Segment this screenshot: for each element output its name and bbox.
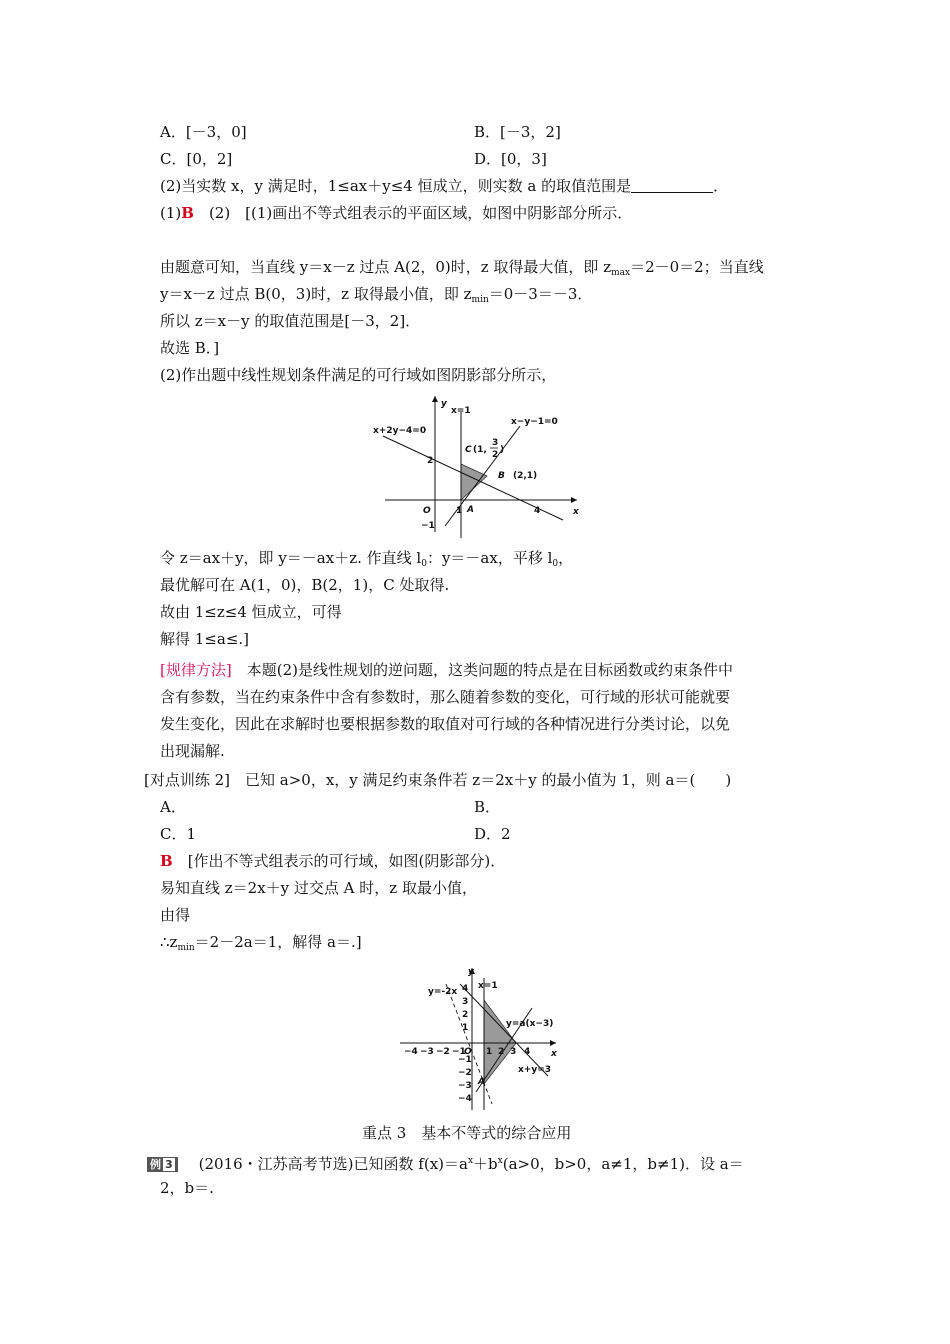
feasible-region-figure-2 bbox=[398, 964, 560, 1114]
solution-line-3: 所以 z＝x－y 的取值范围是[－3，2]． bbox=[160, 312, 421, 330]
solution2-line-3: 故由 1≤z≤4 恒成立，可得 bbox=[160, 603, 342, 621]
fig1-c-den: 2 bbox=[492, 450, 499, 460]
fig1-c-close: ) bbox=[500, 445, 505, 455]
fig1-x-arrow bbox=[571, 497, 577, 503]
fig2-shaded-region bbox=[484, 1000, 516, 1084]
fig1-a-label: A bbox=[467, 505, 474, 515]
example-badge: 例 3 bbox=[147, 1157, 178, 1172]
option-d: D．[0，3] bbox=[474, 150, 547, 168]
question-2: (2)当实数 x，y 满足时，1≤ax＋y≤4 恒成立，则实数 a 的取值范围是 ． bbox=[160, 177, 729, 195]
fig1-tick-1: 1 bbox=[456, 506, 463, 516]
solution-line-2: y＝x－z 过点 B(0，3)时，z 取得最小值，即 $z_{min}=0-3=-3$． bbox=[160, 285, 593, 305]
fig1-x-label: x bbox=[573, 507, 579, 517]
solution-line-5: (2)作出题中线性规划条件满足的可行域如图阴影部分所示， bbox=[160, 366, 557, 384]
practice-option-c: C．1 bbox=[160, 825, 197, 843]
example3-line-2: 2，b＝. bbox=[160, 1179, 214, 1197]
method-line-1: [规律方法] 本题(2)是线性规划的逆问题，这类问题的特点是在目标函数或约束条件中 bbox=[160, 661, 733, 679]
fig2-ytick: −4 bbox=[458, 1094, 472, 1104]
fig1-origin: O bbox=[423, 506, 431, 516]
fig1-x1-label: x=1 bbox=[451, 406, 471, 416]
answer2-line-4: $\therefore z_{min}=2-2a=1$，解得 a＝.] bbox=[160, 933, 362, 953]
option-b: B．[－3，2] bbox=[474, 123, 561, 141]
fig2-xtick: 1 bbox=[486, 1047, 493, 1057]
fig2-ytick: 1 bbox=[462, 1023, 469, 1033]
practice-option-a: A． bbox=[160, 798, 186, 816]
example3-line-1: 例 3 (2016・江苏高考节选)已知函数 $f(x)=a^x+b^x(a>0$，b>0，a≠1，b≠1)．设 a＝ bbox=[147, 1151, 744, 1174]
fig1-b-coord: (2,1) bbox=[513, 471, 538, 481]
fig1-c-label: C bbox=[465, 445, 472, 455]
solution2-line-1: 令 z＝ax＋y，即 y＝－ax＋z. 作直线 $l_0$：y＝－ax，平移 $l_0$， bbox=[160, 549, 574, 569]
fig2-ytick: −3 bbox=[458, 1081, 472, 1091]
fig2-x1-label: x=1 bbox=[478, 981, 498, 991]
fig1-tick-2: 2 bbox=[427, 456, 434, 466]
fig1-line2-label: x−y−1=0 bbox=[511, 417, 558, 427]
fig2-xtick: −3 bbox=[420, 1047, 434, 1057]
fig2-xtick: 3 bbox=[510, 1047, 517, 1057]
fig2-origin: O bbox=[464, 1047, 472, 1057]
fig2-xtick: −2 bbox=[436, 1047, 450, 1057]
fig1-tick-neg1: −1 bbox=[421, 521, 435, 531]
fig1-y-label: y bbox=[441, 399, 447, 409]
option-c: C．[0，2] bbox=[160, 150, 233, 168]
fig2-xtick: 4 bbox=[524, 1047, 531, 1057]
fig2-a-line-label: y=a(x−3) bbox=[506, 1019, 554, 1029]
answer2-line-3: 由得 bbox=[160, 906, 191, 924]
answer-blank bbox=[631, 178, 713, 193]
feasible-region-figure-1 bbox=[365, 392, 595, 542]
fig2-ytick: −2 bbox=[458, 1068, 472, 1078]
fig2-ytick: 2 bbox=[462, 1010, 469, 1020]
section-heading: 重点 3 基本不等式的综合应用 bbox=[362, 1124, 572, 1142]
fig2-xtick: −1 bbox=[452, 1047, 466, 1057]
fig2-x-arrow bbox=[550, 1040, 556, 1046]
fig2-neg2x-label: y=-2x bbox=[428, 987, 458, 997]
practice-option-d: D．2 bbox=[474, 825, 511, 843]
answer-head: (1)B (2) [(1)画出不等式组表示的平面区域，如图中阴影部分所示． bbox=[160, 204, 633, 222]
method-tag: [规律方法] bbox=[160, 661, 232, 679]
fig2-line-sum bbox=[460, 984, 548, 1076]
fig1-y-arrow bbox=[432, 396, 438, 402]
answer2-line-2: 易知直线 z＝2x＋y 过交点 A 时，z 取最小值， bbox=[160, 879, 477, 897]
method-line-4: 出现漏解. bbox=[160, 742, 225, 760]
solution-line-4: 故选 B．] bbox=[160, 339, 220, 357]
fig1-line1-label: x+2y−4=0 bbox=[373, 426, 427, 436]
fig2-x-label: x bbox=[551, 1049, 557, 1059]
solution2-line-2: 最优解可在 A(1，0)，B(2，1)，C 处取得. bbox=[160, 576, 450, 594]
fig2-xtick: 2 bbox=[498, 1047, 505, 1057]
option-a: A．[－3，0] bbox=[160, 123, 247, 141]
fig2-ytick: −1 bbox=[458, 1055, 472, 1065]
solution-line-1: 由题意可知，当直线 y＝x－z 过点 A(2，0)时，z 取得最大值，即 $z_{max}=2-0=2$；当直线 bbox=[160, 258, 764, 278]
fig2-ytick: 3 bbox=[462, 997, 469, 1007]
practice-stem: [对点训练 2] 已知 a>0，x，y 满足约束条件若 z＝2x＋y 的最小值为 1，则 a＝( ) bbox=[144, 771, 732, 789]
answer2-head: B [作出不等式组表示的可行域，如图(阴影部分)． bbox=[160, 852, 506, 870]
fig1-b-label: B bbox=[498, 471, 505, 481]
answer2-letter: B bbox=[160, 852, 173, 870]
fig1-shaded-region bbox=[461, 464, 487, 500]
fig2-ytick: 4 bbox=[462, 984, 469, 994]
fig1-tick-4: 4 bbox=[534, 506, 541, 516]
fig2-a-label: A bbox=[478, 1077, 485, 1087]
method-line-2: 含有参数，当在约束条件中含有参数时，那么随着参数的变化，可行域的形状可能就要 bbox=[160, 688, 731, 706]
solution2-line-4: 解得 1≤a≤.] bbox=[160, 630, 250, 648]
fig1-c-num: 3 bbox=[492, 438, 499, 448]
fig2-y-label: y bbox=[468, 967, 474, 977]
fig2-xtick: −4 bbox=[404, 1047, 418, 1057]
fig2-sum-label: x+y=3 bbox=[518, 1065, 552, 1075]
fig1-c-coord: (1, bbox=[473, 445, 487, 455]
practice-option-b: B． bbox=[474, 798, 501, 816]
method-line-3: 发生变化，因此在求解时也要根据参数的取值对可行域的各种情况进行分类讨论，以免 bbox=[160, 715, 731, 733]
answer-letter: B bbox=[181, 204, 194, 222]
